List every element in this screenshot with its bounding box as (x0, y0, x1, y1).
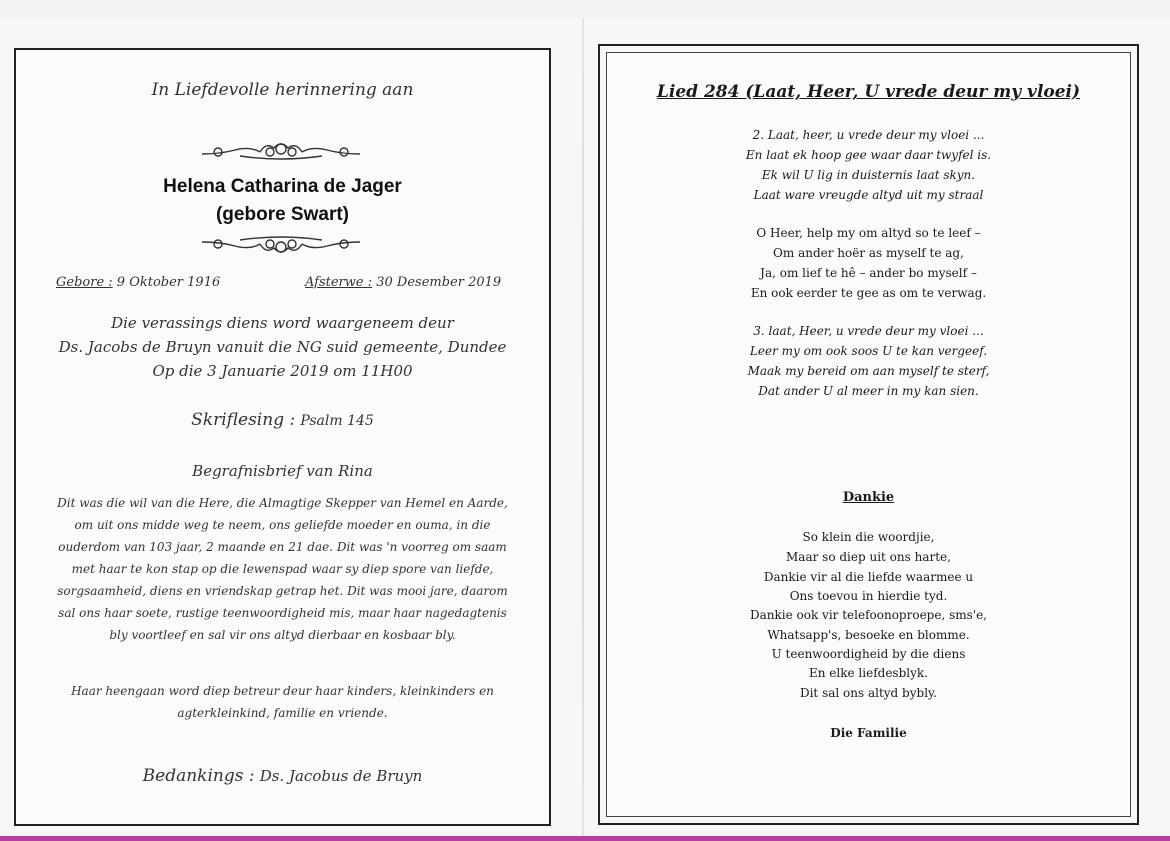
intro-text: In Liefdevolle herinnering aan (151, 80, 414, 100)
letter-line-4: met haar te kon stap op die lewenspad waar sy diep spore van liefde, (71, 562, 494, 576)
verse2-line-3: Ek wil U lig in duisternis laat skyn. (761, 168, 976, 182)
dankie-line-2: Maar so diep uit ons harte, (786, 550, 951, 564)
verse3-line-4: Dat ander U al meer in my kan sien. (758, 384, 979, 398)
verse2-line-1: 2. Laat, heer, u vrede deur my vloei ... (752, 128, 985, 142)
reading-value: Psalm 145 (300, 413, 374, 429)
service-line-3: Op die 3 Januarie 2019 om 11H00 (152, 362, 413, 380)
dankie-line-8: En elke liefdesblyk. (809, 666, 928, 680)
dankie-line-7: U teenwoordigheid by die diens (771, 647, 966, 661)
chorus-line-3: Ja, om lief te hê – ander bo myself – (760, 266, 977, 280)
dankie-line-4: Ons toevou in hierdie tyd. (789, 589, 948, 603)
chorus-line-4: En ook eerder te gee as om te verwag. (750, 286, 987, 300)
reading-label: Skriflesing : (191, 410, 296, 430)
thanks-line (14, 766, 551, 786)
letter-line-1: Dit was die wil van die Here, die Almagtige Skepper van Hemel en Aarde, (57, 496, 508, 510)
chorus-line-2: Om ander hoër as myself te ag, (773, 246, 964, 260)
dankie-title: Dankie (842, 490, 895, 505)
letter-line-6: sal ons haar soete, rustige teenwoordigheid mis, maar haar nagedagtenis (58, 606, 507, 620)
verse3-line-2: Leer my om ook soos U te kan vergeef. (749, 344, 988, 358)
letter-line-3: ouderdom van 103 jaar, 2 maande en 21 dae. Dit was 'n voorreg om saam (58, 540, 507, 554)
thanks-label: Bedankings : (142, 766, 255, 786)
letter-line-7: bly voortleef en sal vir ons altyd dierbaar en kosbaar bly. (109, 628, 456, 642)
thanks-value: Ds. Jacobus de Bruyn (259, 767, 423, 785)
hymn-title: Lied 284 (Laat, Heer, U vrede deur my vloei) (656, 82, 1081, 102)
verse2-line-4: Laat ware vreugde altyd uit my straal (753, 188, 984, 202)
ornament-bottom-icon (200, 232, 362, 258)
born-line (56, 275, 220, 290)
right-page-inner-frame (606, 52, 1131, 817)
letter-line-2: om uit ons midde weg te neem, ons geliefde moeder en ouma, in die (74, 518, 491, 532)
deceased-name: Helena Catharina de Jager (163, 176, 402, 197)
letter-line-5: sorgsaamheid, diens en vriendskap getrap het. Dit was mooi jare, daarom (57, 584, 508, 598)
mourn-line-1: Haar heengaan word diep betreur deur haar kinders, kleinkinders en (71, 684, 494, 698)
ornament-top-icon (200, 138, 362, 164)
dankie-line-5: Dankie ook vir telefoonoproepe, sms'e, (749, 608, 987, 622)
verse3-line-3: Maak my bereid om aan myself te sterf, (747, 364, 990, 378)
service-line-1: Die verassings diens word waargeneem deur (111, 314, 454, 332)
died-line (305, 275, 501, 290)
reading-line (14, 410, 551, 430)
verse2-line-2: En laat ek hoop gee waar daar twyfel is. (745, 148, 992, 162)
verse3-line-1: 3. laat, Heer, u vrede deur my vloei ... (753, 324, 984, 338)
scan-edge (0, 836, 1170, 841)
letter-title: Begrafnisbrief van Rina (192, 462, 373, 480)
mourn-line-2: agterkleinkind, familie en vriende. (177, 706, 388, 720)
family-signature: Die Familie (830, 726, 907, 740)
service-line-2: Ds. Jacobs de Bruyn vanuit die NG suid gemeente, Dundee (58, 338, 507, 356)
dankie-line-6: Whatsapp's, besoeke en blomme. (767, 628, 970, 642)
dankie-line-3: Dankie vir al die liefde waarmee u (763, 570, 974, 584)
dankie-line-9: Dit sal ons altyd bybly. (799, 686, 938, 700)
maiden-name: (gebore Swart) (215, 204, 350, 225)
chorus-line-1: O Heer, help my om altyd so te leef – (756, 226, 981, 240)
died-value: 30 Desember 2019 (376, 275, 502, 290)
born-label: Gebore : (56, 275, 113, 290)
dankie-line-1: So klein die woordjie, (802, 530, 935, 544)
died-label: Afsterwe : (305, 275, 373, 290)
born-value: 9 Oktober 1916 (116, 275, 221, 290)
page-fold (582, 18, 584, 836)
